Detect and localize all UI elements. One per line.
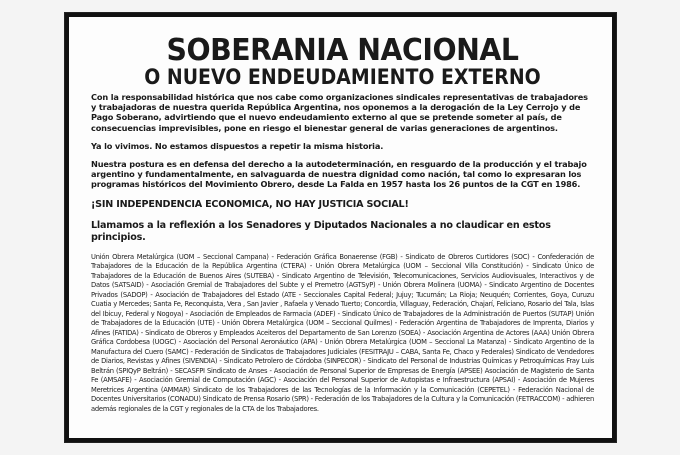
paragraph-responsibility: Con la responsabilidad histórica que nos cabe como organizaciones sindicales representativas de trabajadores y trabajadoras de nuestra querida República Argentina, nos oponemos a la derogación de la Ley Cerrojo y de Pago Soberano, advirtiendo que el nuevo endeudamiento externo al que se pretende someter al país, de consecuencias imprevisibles, pone en riesgo el bienestar general de varias generaciones de argentinos. xyxy=(91,92,588,133)
slogan-justice: ¡SIN INDEPENDENCIA ECONOMICA, NO HAY JUSTICIA SOCIAL! xyxy=(91,198,409,210)
paragraph-position: Nuestra postura es en defensa del derecho a la autodeterminación, en resguardo de la producción y el trabajo argentino y fundamentalmente, en salvaguarda de nuestra dignidad como nación, tal como lo expresaran los programas históricos del Movimiento Obrero, desde La Falda en 1957 hasta los 26 puntos de la CGT en 1986. xyxy=(91,159,587,190)
advertisement-frame xyxy=(64,12,617,443)
paragraph-history: Ya lo vivimos. No estamos dispuestos a repetir la misma historia. xyxy=(91,140,384,151)
signatories-list: Unión Obrera Metalúrgica (UOM – Seccional Campana) - Federación Gráfica Bonaerense (FGB) - Sindicato de Obreros Curtidores (SOC) - Confederación de Trabajadores de la Educación de la República Argentina (CTERA) - Unión Obrera Metalúrgica (UOM – Seccional Villa Constitución) - Sindicato Único de Trabajadores de la Educación de Buenos Aires (SUTEBA) - Sindicato Argentino de Televisión, Telecomunicaciones, Servicios Audiovisuales, Interactivos y de Datos (SATSAID) - Asociación Gremial de Trabajadores del Subte y el Premetro (AGTSyP) - Unión Obrera Molinera (UOMA) - Sindicato Argentino de Docentes Privados (SADOP) - Asociación de Trabajadores del Estado (ATE - Seccionales Capital Federal; Jujuy; Tucumán; La Rioja; Neuquén; Corrientes, Goya, Curuzu Cuatia y Mercedes; Santa Fe, Reconquista, Vera , San Javier , Rafaela y Venado Tuerto; Concordia, Villaguay, Federación, Chajarí, Feliciano, Rosario del Tala, Islas del Ibicuy, Federal y Nogoya) - Asociación de Empleados de Farmacia (ADEF) - Sindicato Único de Trabajadores de la Administración de Puertos (SUTAP) Unión de Trabajadores de la Educación (UTE) - Unión Obrera Metalúrgica (UOM – Seccional Quilmes) - Federación Argentina de Trabajadores de Imprenta, Diarios y Afines (FATIDA) - Sindicato de Obreros y Empleados Aceiteros del Departamento de San Lorenzo (SOEA) - Asociación Argentina de Actores (AAA) Unión Obrera Gráfica Cordobesa (UOGC) - Asociación del Personal Aeronáutico (APA) - Unión Obrera Metalúrgica (UOM – Seccional La Matanza) - Sindicato Argentino de la Manufactura del Cuero (SAMC) - Federación de Sindicatos de Trabajadores Judiciales (FESITRAJU – CABA, Santa Fe, Chaco y Federales) Sindicato de Vendedores de Diarios, Revistas y Afines (SIVENDIA) - Sindicato Petrolero de Córdoba (SINPECOR) - Sindicato del Personal de Industrias Químicas y Petroquímicas Fray Luis Beltrán (SPIQyP Beltrán) - SECASFPI Sindicato de Anses - Asociación de Personal Superior de Empresas de Energía (APSEE) Asociación de Magisterio de Santa Fe (AMSAFE) - Asociación Gremial de Computación (AGC) - Asociación del Personal Superior de Autopistas e Infraestructura (APSAI) - Asociación de Mujeres Meretrices Argentina (AMMAR) Sindicato de los Trabajadores de las Tecnologías de la Información y la Comunicación (CEPETEL) - Federación Nacional de Docentes Universitarios (CONADU) Sindicato de Prensa Rosario (SPR) - Federación de los Trabajadores de la Cultura y la Comunicación (FETRACCOM) - adhieren además regionales de la CGT y regionales de la CTA de los Trabajadores. xyxy=(91,252,594,413)
subheadline: O NUEVO ENDEUDAMIENTO EXTERNO xyxy=(144,65,541,89)
slogan-call-to-legislators: Llamamos a la reflexión a los Senadores y Diputados Nacionales a no claudicar en estos principios. xyxy=(91,219,551,243)
advertisement-body xyxy=(69,17,612,438)
headline: SOBERANIA NACIONAL xyxy=(166,33,519,68)
